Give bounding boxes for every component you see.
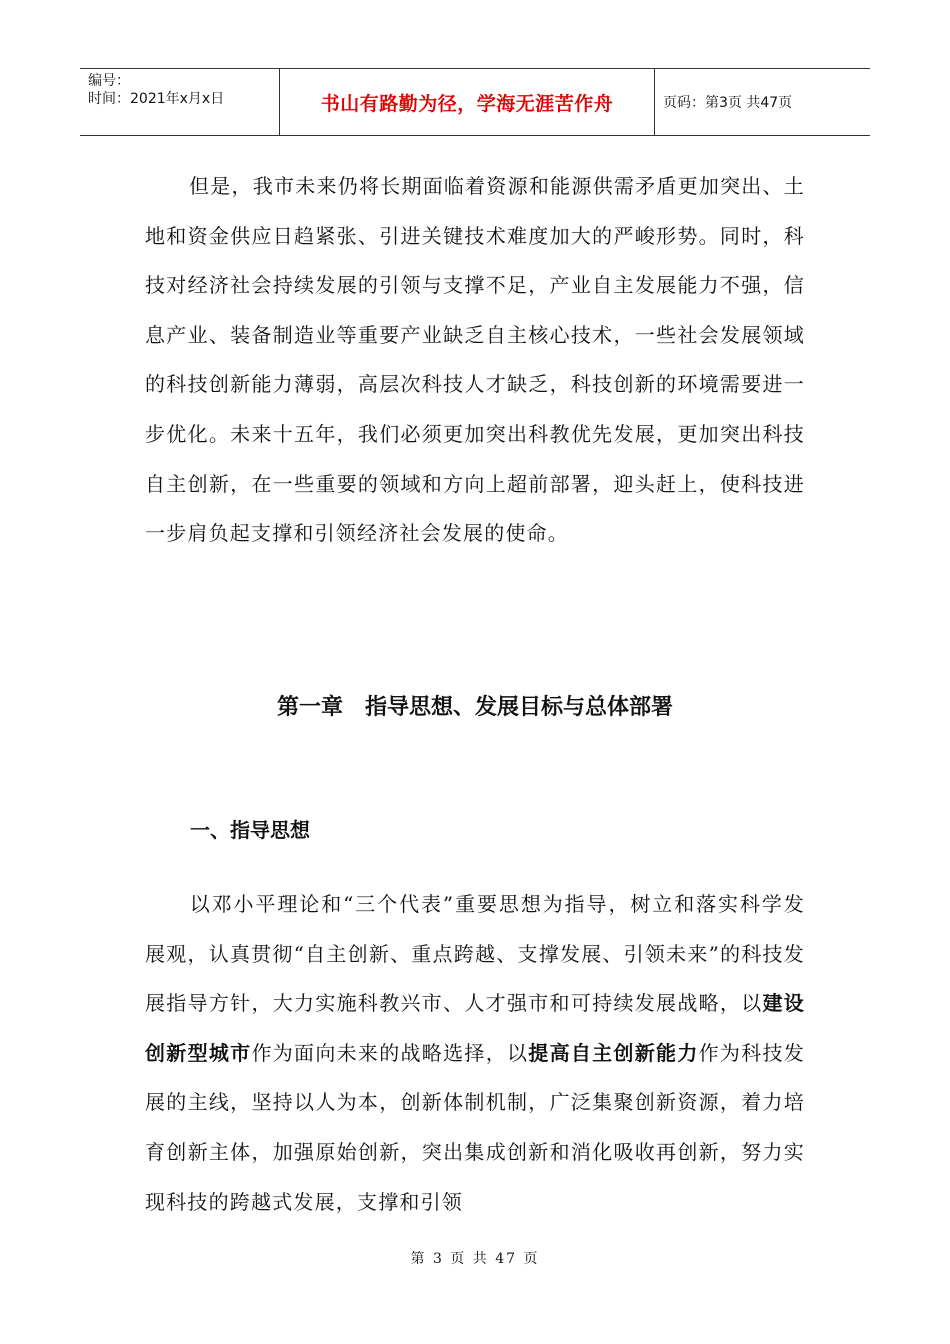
page-header — [80, 68, 870, 136]
paragraph-1 — [145, 162, 805, 559]
paragraph-2-bold2: 提高自主创新能力 — [528, 1040, 699, 1065]
paragraph-2-part1: 以邓小平理论和“三个代表”重要思想为指导，树立和落实科学发展观，认真贯彻“自主创新、重点跨越、支撑发展、引领未来”的科技发展指导方针，大力实施科教兴市、人才强市和可持续发展战略，以 — [145, 892, 805, 1016]
header-page-info: 页码：第3页 共47页 — [663, 95, 793, 111]
time-label: 时间：2021年x月x日 — [88, 91, 225, 107]
header-motto: 书山有路勤为径，学海无涯苦作舟 — [280, 69, 655, 135]
paragraph-2-bold1: 建设创新型城市 — [145, 991, 805, 1065]
header-meta — [80, 69, 280, 135]
chapter-heading — [0, 690, 950, 721]
chapter-title: 指导思想、发展目标与总体部署 — [365, 695, 674, 720]
paragraph-2-part2: 作为面向未来的战略选择，以 — [251, 1040, 529, 1065]
paragraph-2-part3: 作为科技发展的主线，坚持以人为本，创新体制机制，广泛集聚创新资源，着力培育创新主体，加强原始创新，突出集成创新和消化吸收再创新，努力实现科技的跨越式发展，支撑和引领 — [145, 1040, 805, 1214]
page-footer: 第 3 页 共 47 页 — [410, 1251, 540, 1267]
paragraph-1-text: 但是，我市未来仍将长期面临着资源和能源供需矛盾更加突出、土地和资金供应日趋紧张、引进关键技术难度加大的严峻形势。同时，科技对经济社会持续发展的引领与支撑不足，产业自主发展能力不强，信息产业、装备制造业等重要产业缺乏自主核心技术，一些社会发展领域的科技创新能力薄弱，高层次科技人才缺乏，科技创新的环境需要进一步优化。未来十五年，我们必须更加突出科教优先发展，更加突出科技自主创新，在一些重要的领域和方向上超前部署，迎头赶上，使科技进一步肩负起支撑和引领经济社会发展的使命。 — [145, 174, 805, 546]
paragraph-2 — [145, 880, 805, 1227]
section-heading: 一、指导思想 — [190, 818, 310, 842]
chapter-number: 第一章 — [276, 695, 343, 720]
number-label: 编号： — [88, 73, 130, 89]
